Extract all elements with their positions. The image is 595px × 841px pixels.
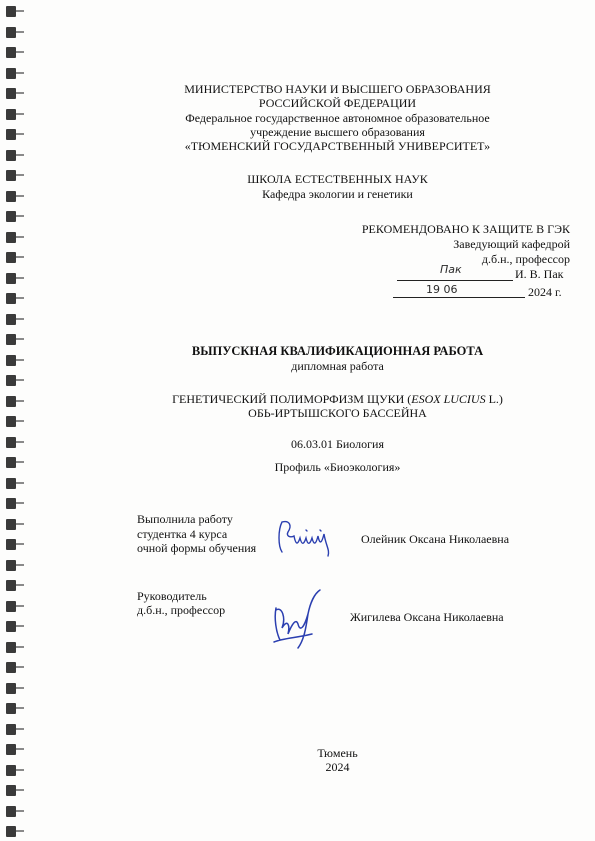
institution-line-1: Федеральное государственное автономное образовательное [185,111,490,125]
binding-hole [6,642,16,653]
binding-hole [6,252,16,263]
binding-hole [6,580,16,591]
spiral-binding [0,0,28,841]
head-title: Заведующий кафедрой [453,237,570,251]
work-title-latin: ESOX LUCIUS [411,392,486,406]
study-profile: Профиль «Биоэкология» [274,460,401,474]
binding-hole [6,334,16,345]
binding-hole [6,416,16,427]
binding-hole [6,47,16,58]
binding-hole [6,109,16,120]
approval-heading: РЕКОМЕНДОВАНО К ЗАЩИТЕ В ГЭК [361,222,570,236]
supervisor-name: Жигилева Оксана Николаевна [350,610,504,624]
binding-hole [6,806,16,817]
binding-hole [6,88,16,99]
binding-hole [6,539,16,550]
approval-year: 2024 г. [528,285,562,299]
student-label-3: очной формы обучения [137,541,257,555]
binding-hole [6,621,16,632]
supervisor-label-1: Руководитель [137,589,207,603]
binding-hole [6,498,16,509]
binding-hole [6,68,16,79]
binding-hole [6,170,16,181]
binding-hole [6,437,16,448]
head-name: И. В. Пак [515,267,564,281]
ministry-line-2: РОССИЙСКОЙ ФЕДЕРАЦИИ [258,96,417,110]
head-signature-line [397,280,513,281]
supervisor-label-2: д.б.н., профессор [137,603,226,617]
binding-hole [6,724,16,735]
binding-hole [6,191,16,202]
binding-hole [6,355,16,366]
binding-hole [6,211,16,222]
work-title-line-1 [110,392,565,406]
binding-hole [6,375,16,386]
work-title-part-1: ГЕНЕТИЧЕСКИЙ ПОЛИМОРФИЗМ ЩУКИ ( [172,392,412,406]
binding-hole [6,129,16,140]
head-signature-handwritten: Пак [440,263,462,276]
binding-hole [6,601,16,612]
binding-hole [6,519,16,530]
student-signature [276,516,354,558]
supervisor-signature [268,588,330,652]
binding-hole [6,150,16,161]
head-degree: д.б.н., профессор [481,252,570,266]
school-name: ШКОЛА ЕСТЕСТВЕННЫХ НАУК [247,172,428,186]
work-title-line-2: ОБЬ-ИРТЫШСКОГО БАССЕЙНА [248,406,427,420]
binding-hole [6,765,16,776]
binding-hole [6,826,16,837]
department-name: Кафедра экологии и генетики [262,187,413,201]
university-name: «ТЮМЕНСКИЙ ГОСУДАРСТВЕННЫЙ УНИВЕРСИТЕТ» [184,139,491,153]
binding-hole [6,785,16,796]
date-line [393,297,525,298]
handwritten-date: 19 06 [426,283,458,296]
binding-hole [6,6,16,17]
student-label-2: студентка 4 курса [137,527,228,541]
binding-hole [6,314,16,325]
binding-hole [6,683,16,694]
binding-hole [6,744,16,755]
footer-city: Тюмень [317,746,358,760]
work-title-part-2: L.) [485,392,503,406]
student-name: Олейник Оксана Николаевна [361,532,510,546]
binding-hole [6,478,16,489]
work-type-subtitle: дипломная работа [291,359,384,373]
ministry-line-1: МИНИСТЕРСТВО НАУКИ И ВЫСШЕГО ОБРАЗОВАНИЯ [184,82,491,96]
work-type-title: ВЫПУСКНАЯ КВАЛИФИКАЦИОННАЯ РАБОТА [191,344,484,358]
binding-hole [6,560,16,571]
binding-hole [6,457,16,468]
institution-line-2: учреждение высшего образования [250,125,425,139]
binding-hole [6,232,16,243]
specialty-code: 06.03.01 Биология [290,437,384,451]
binding-hole [6,27,16,38]
footer-year: 2024 [325,760,350,774]
binding-hole [6,396,16,407]
binding-hole [6,273,16,284]
student-label-1: Выполнила работу [137,512,233,526]
binding-hole [6,703,16,714]
binding-hole [6,293,16,304]
binding-hole [6,662,16,673]
